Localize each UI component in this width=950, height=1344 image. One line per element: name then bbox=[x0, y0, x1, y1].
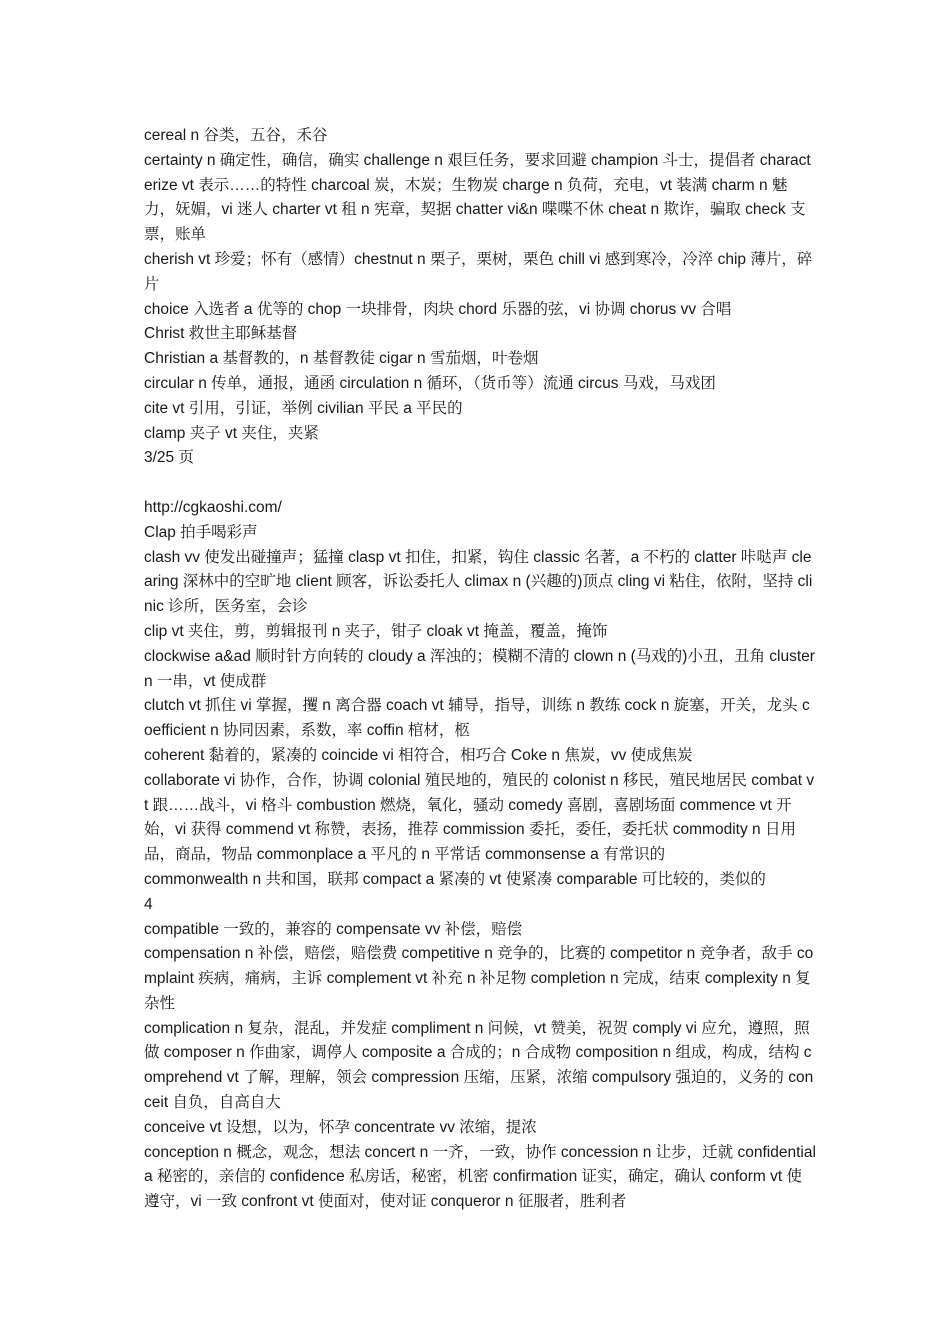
text-line: Christ 救世主耶稣基督 bbox=[144, 325, 298, 343]
text-line: clutch vt 抓住 vi 掌握，攫 n 离合器 coach vt 辅导，指导，训练 n 教练 cock n 旋塞，开关，龙头 coefficient n 协同因素，系数，率 coffin 棺材，柩 bbox=[144, 697, 810, 740]
text-line: compensation n 补偿，赔偿，赔偿费 competitive n 竞争的，比赛的 competitor n 竞争者，敌手 complaint 疾病，痛病，主诉 complement vt 补充 n 补足物 completion n 完成，结束 complexity n 复杂性 bbox=[144, 945, 814, 1012]
text-line: choice 入选者 a 优等的 chop 一块排骨，肉块 chord 乐器的弦，vi 协调 chorus vv 合唱 bbox=[144, 300, 732, 318]
text-line: circular n 传单，通报，通函 circulation n 循环，（货币等）流通 circus 马戏，马戏团 bbox=[144, 374, 716, 392]
text-line: conception n 概念，观念，想法 concert n 一齐，一致，协作 concession n 让步，迁就 confidential a 秘密的，亲信的 confidence 私房话，秘密，机密 confirmation 证实，确定，确认 conform vt 使遵守，vi 一致 confront vt 使面对，使对证 conqueror n 征服者，胜利者 bbox=[144, 1143, 816, 1211]
page-number: 4 bbox=[144, 895, 153, 913]
text-line: complication n 复杂，混乱，并发症 compliment n 问候，vt 赞美，祝贺 comply vi 应允，遵照，照做 composer n 作曲家，调停人 composite a 合成的；n 合成物 composition n 组成，构成，结构 comprehend vt 了解，理解，领会 compression 压缩，压紧，浓缩 compulsory 强迫的，义务的 conceit 自负，自高自大 bbox=[144, 1019, 814, 1112]
text-line: compatible 一致的，兼容的 compensate vv 补偿，赔偿 bbox=[144, 920, 523, 938]
source-url: http://cgkaoshi.com/ bbox=[144, 498, 282, 516]
blank-line bbox=[144, 471, 816, 496]
text-line: certainty n 确定性，确信，确实 challenge n 艰巨任务，要求回避 champion 斗士，提倡者 characterize vt 表示……的特性 charcoal 炭，木炭；生物炭 charge n 负荷，充电，vt 装满 charm n 魅力，妩媚，vi 迷人 charter vt 租 n 宪章，契据 chatter vi&n 喋喋不休 cheat n 欺诈，骗取 check 支票，账单 bbox=[144, 151, 811, 244]
text-line: commonwealth n 共和国，联邦 compact a 紧凑的 vt 使紧凑 comparable 可比较的，类似的 bbox=[144, 870, 766, 888]
page-number: 3/25 页 bbox=[144, 449, 194, 467]
document-page bbox=[144, 124, 816, 1215]
text-line: clamp 夹子 vt 夹住，夹紧 bbox=[144, 424, 319, 442]
text-line: Clap 拍手喝彩声 bbox=[144, 523, 258, 541]
text-line: cite vt 引用，引证，举例 civilian 平民 a 平民的 bbox=[144, 399, 463, 417]
text-line: collaborate vi 协作，合作，协调 colonial 殖民地的，殖民的 colonist n 移民，殖民地居民 combat vt 跟……战斗，vi 格斗 combustion 燃烧，氧化，骚动 comedy 喜剧，喜剧场面 commence vt 开始，vi 获得 commend vt 称赞，表扬，推荐 commission 委托，委任，委托状 commodity n 日用品，商品，物品 commonplace a 平凡的 n 平常话 commonsense a 有常识的 bbox=[144, 771, 815, 864]
text-line: clip vt 夹住，剪，剪辑报刊 n 夹子，钳子 cloak vt 掩盖，覆盖，掩饰 bbox=[144, 622, 608, 640]
text-line: conceive vt 设想，以为，怀孕 concentrate vv 浓缩，提浓 bbox=[144, 1118, 537, 1136]
text-line: clash vv 使发出碰撞声；猛撞 clasp vt 扣住，扣紧，钩住 classic 名著，a 不朽的 clatter 咔哒声 clearing 深林中的空旷地 client 顾客，诉讼委托人 climax n (兴趣的)顶点 cling vi 粘住，依附，坚持 clinic 诊所，医务室，会诊 bbox=[144, 548, 813, 616]
text-line: cereal n 谷类，五谷，禾谷 bbox=[144, 127, 328, 144]
text-line: cherish vt 珍爱；怀有（感情）chestnut n 栗子，栗树，栗色 chill vi 感到寒冷，冷淬 chip 薄片，碎片 bbox=[144, 250, 813, 293]
text-line: coherent 黏着的，紧凑的 coincide vi 相符合，相巧合 Coke n 焦炭，vv 使成焦炭 bbox=[144, 746, 693, 764]
text-line: clockwise a&ad 顺时针方向转的 cloudy a 浑浊的；模糊不清的 clown n (马戏的)小丑，丑角 cluster n 一串，vt 使成群 bbox=[144, 647, 815, 690]
text-line: Christian a 基督教的，n 基督教徒 cigar n 雪茄烟，叶卷烟 bbox=[144, 350, 539, 368]
